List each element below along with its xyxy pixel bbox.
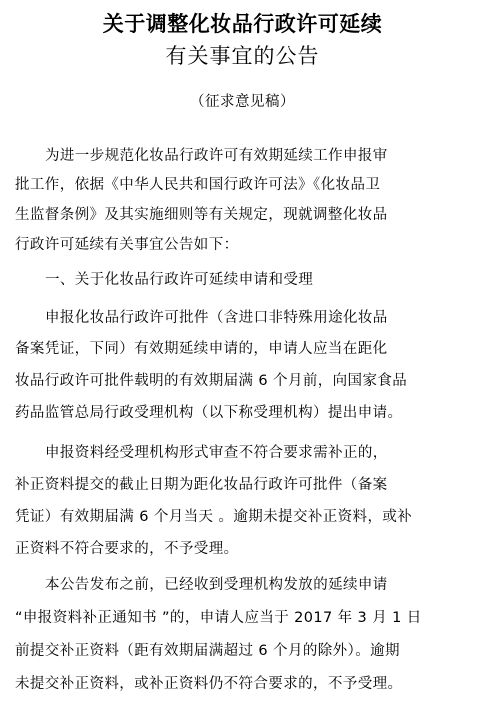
title-line-1: 关于调整化妆品行政许可延续 — [102, 12, 383, 36]
paragraph-2-line: 申报资料经受理机构形式审查不符合要求需补正的， — [45, 445, 388, 461]
paragraph-2-line: 凭证）有效期届满 6 个月当天 。逾期未提交补正资料，或补 — [15, 509, 413, 525]
title-line-2: 有关事宜的公告 — [165, 44, 320, 68]
paragraph-1-line: 备案凭证，下同）有效期延续申请的，申请人应当在距化 — [15, 341, 388, 357]
intro-line: 生监督条例》及其实施细则等有关规定，现就调整化妆品 — [15, 207, 388, 223]
paragraph-3-line: 本公告发布之前，已经收到受理机构发放的延续申请 — [45, 577, 388, 593]
intro-line: 为进一步规范化妆品行政许可有效期延续工作申报审 — [45, 148, 388, 164]
intro-line: 批工作，依据《中华人民共和国行政许可法》《化妆品卫 — [15, 177, 381, 193]
paragraph-3-line: 未提交补正资料，或补正资料仍不符合要求的，不予受理。 — [15, 676, 403, 692]
paragraph-3-line: “申报资料补正通知书 ”的，申请人应当于 2017 年 3 月 1 日 — [15, 610, 422, 626]
paragraph-3-line: 前提交补正资料（距有效期届满超过 6 个月的除外）。逾期 — [15, 643, 400, 659]
paragraph-2-line: 补正资料提交的截止日期为距化妆品行政许可批件（备案 — [15, 477, 388, 493]
paragraph-1-line: 妆品行政许可批件载明的有效期届满 6 个月前，向国家食品 — [15, 373, 408, 389]
draft-subtitle: （征求意见稿） — [190, 94, 295, 110]
section-heading: 一、关于化妆品行政许可延续申请和受理 — [45, 272, 314, 288]
paragraph-1-line: 申报化妆品行政许可批件（含进口非特殊用途化妆品 — [45, 310, 388, 326]
paragraph-2-line: 正资料不符合要求的，不予受理。 — [15, 541, 239, 557]
paragraph-1-line: 药品监管总局行政受理机构（以下称受理机构）提出申请。 — [15, 405, 403, 421]
intro-line: 行政许可延续有关事宜公告如下： — [15, 237, 239, 253]
